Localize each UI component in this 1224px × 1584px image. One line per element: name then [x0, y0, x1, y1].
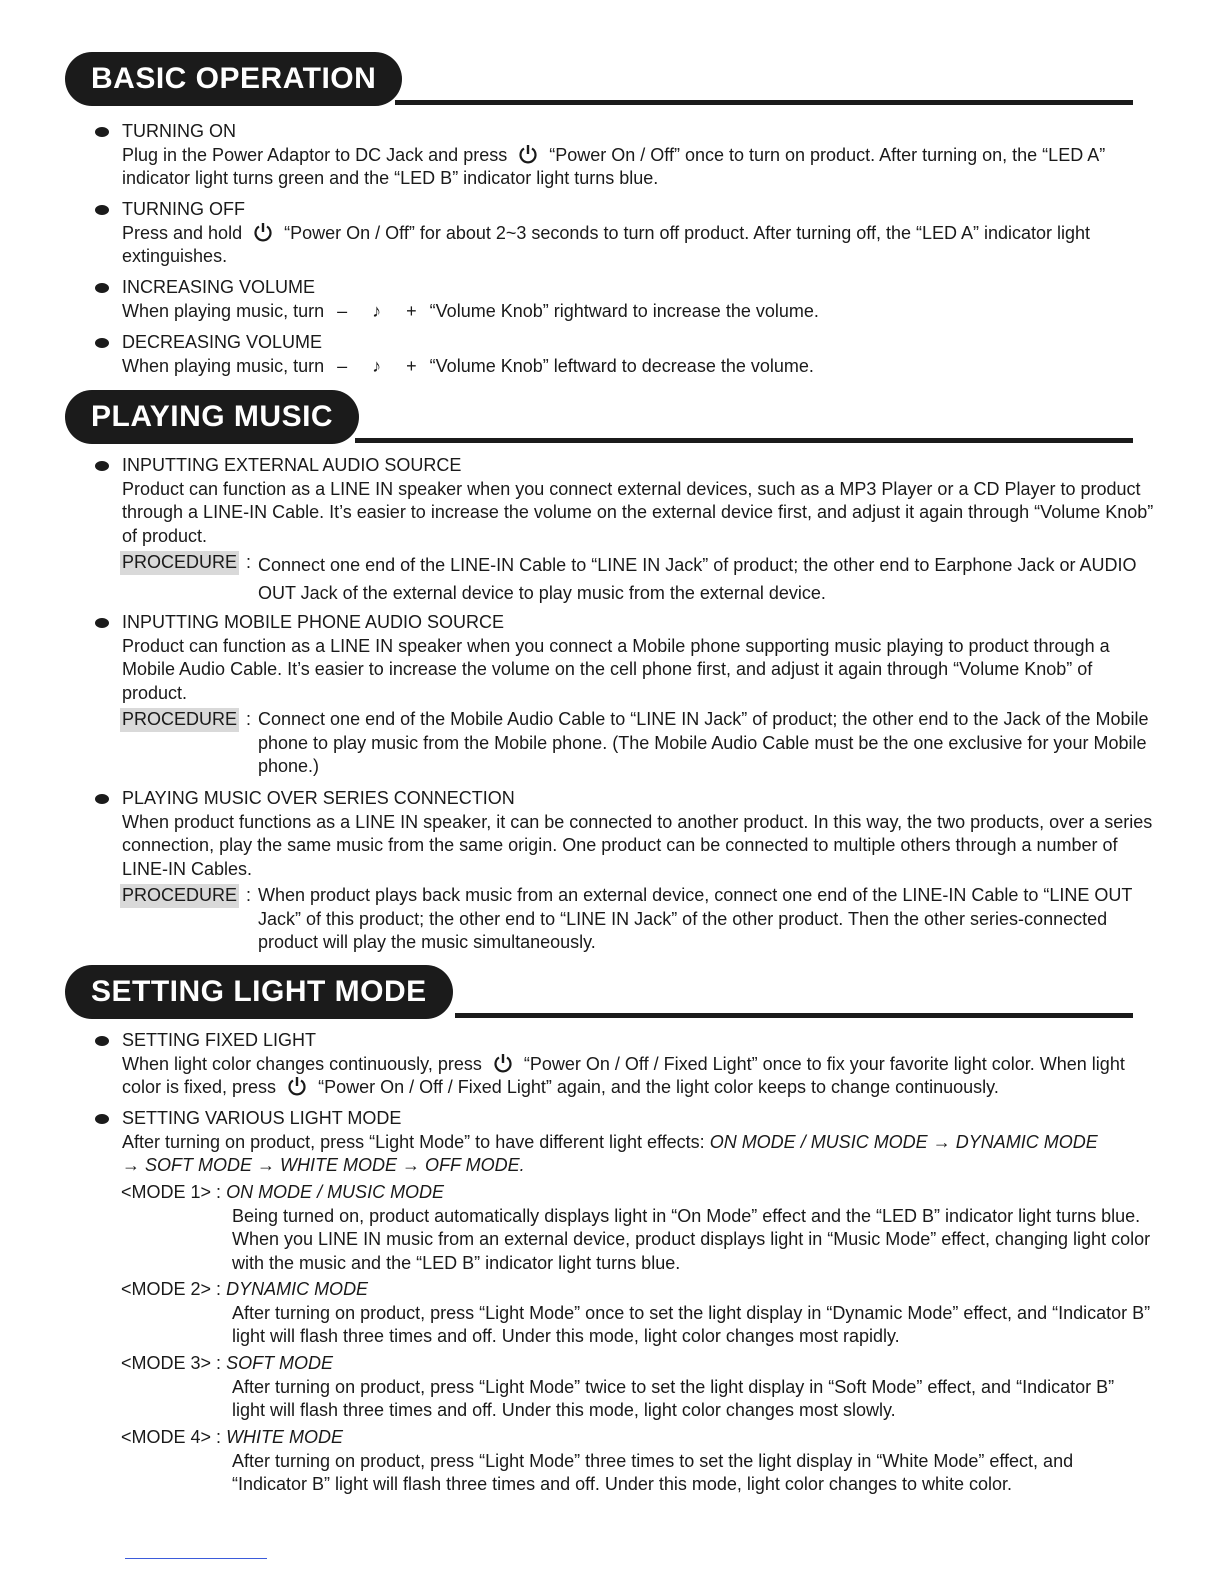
mode-name: SOFT MODE: [226, 1353, 334, 1373]
item-body: When playing music, turn – ♪ + “Volume Knob” rightward to increase the volume.: [122, 300, 1155, 324]
bullet-icon: [95, 338, 109, 348]
item-title: INPUTTING EXTERNAL AUDIO SOURCE: [122, 455, 462, 475]
item-body: When playing music, turn – ♪ + “Volume Knob” leftward to decrease the volume.: [122, 355, 1155, 379]
section-title: SETTING LIGHT MODE: [65, 965, 453, 1019]
bullet-icon: [95, 1114, 109, 1124]
mode-1: [121, 1181, 1151, 1275]
section-title: BASIC OPERATION: [65, 52, 402, 106]
list-item-turning-on: [95, 120, 1155, 191]
mode-4: [121, 1426, 1151, 1497]
bullet-icon: [95, 618, 109, 628]
power-icon: [518, 144, 538, 164]
list-item-series-connection: [95, 787, 1155, 881]
procedure-label: PROCEDURE: [120, 884, 239, 908]
procedure-external: PROCEDURE : Connect one end of the LINE-IN Cable to “LINE IN Jack” of product; the other end to Earphone Jack or AUDIO OUT Jack of the external device to play music from the external device.: [120, 551, 1150, 607]
item-body: When product functions as a LINE IN speaker, it can be connected to another product. In this way, the two products, over a series connection, play the same music from the same origin. One product can be connected to multiple others through a number of LINE-IN Cables.: [122, 811, 1153, 879]
power-icon: [493, 1053, 513, 1073]
item-body: Product can function as a LINE IN speaker when you connect external devices, such as a MP3 Player or a CD Player to product through a LINE-IN Cable. It’s easier to increase the volume on the external device first, and adjust it again through “Volume Knob” of product.: [122, 478, 1154, 546]
item-title: SETTING FIXED LIGHT: [122, 1030, 317, 1050]
section-rule: [455, 1013, 1133, 1018]
procedure-text: Connect one end of the LINE-IN Cable to “LINE IN Jack” of product; the other end to Earphone Jack or AUDIO OUT Jack of the external device to play music from the external device.: [258, 555, 1137, 603]
volume-knob-icon: – ♪ +: [337, 300, 417, 321]
mode-label: <MODE 4> :: [121, 1427, 222, 1447]
list-item-increasing-volume: [95, 276, 1155, 323]
section-rule: [355, 438, 1133, 443]
mode-text: Being turned on, product automatically displays light in “On Mode” effect and the “LED B” indicator light turns blue. When you LINE IN music from an external device, product displays light in “Music Mode” effect, changing light color with the music and the “LED B” indicator light turns blue.: [232, 1205, 1151, 1273]
footer-link-line: [125, 1558, 267, 1559]
list-item-external-audio: [95, 454, 1155, 548]
item-title: DECREASING VOLUME: [122, 332, 323, 352]
item-body: When light color changes continuously, press “Power On / Off / Fixed Light” once to fix your favorite light color. When light color is fixed, press “Power On / Off / Fixed Light” again, and the light color keeps to change continuously.: [122, 1053, 1125, 1097]
item-title: TURNING ON: [122, 121, 236, 141]
mode-label: <MODE 1> :: [121, 1182, 222, 1202]
power-icon: [287, 1076, 307, 1096]
section-title: PLAYING MUSIC: [65, 390, 359, 444]
mode-name: WHITE MODE: [226, 1427, 344, 1447]
item-body: Product can function as a LINE IN speaker when you connect a Mobile phone supporting music playing to product through a Mobile Audio Cable. It’s easier to increase the volume on the cell phone first, and adjust it again through “Volume Knob” of product.: [122, 635, 1110, 703]
bullet-icon: [95, 283, 109, 293]
item-title: SETTING VARIOUS LIGHT MODE: [122, 1108, 402, 1128]
procedure-text: When product plays back music from an external device, connect one end of the LINE-IN Cable to “LINE OUT Jack” of this product; the other end to “LINE IN Jack” of the other product. Then the other series-connected product will play the music simultaneously.: [258, 885, 1133, 952]
mode-text: After turning on product, press “Light Mode” three times to set the light display in “White Mode” effect, and “Indicator B” light will flash three times and off. Under this mode, light color changes to white color.: [232, 1450, 1074, 1494]
item-title: TURNING OFF: [122, 199, 245, 219]
procedure-label: PROCEDURE: [120, 551, 239, 575]
mode-name: DYNAMIC MODE: [226, 1279, 369, 1299]
mode-text: After turning on product, press “Light Mode” twice to set the light display in “Soft Mode” effect, and “Indicator B” light will flash three times and off. Under this mode, light color changes most slowly.: [232, 1376, 1115, 1420]
item-body: After turning on product, press “Light Mode” to have different light effects: ON MODE / MUSIC MODE → DYNAMIC MODE → SOFT MODE → WHITE MODE → OFF MODE.: [122, 1131, 1098, 1175]
bullet-icon: [95, 127, 109, 137]
procedure-series: PROCEDURE : When product plays back music from an external device, connect one end of the LINE-IN Cable to “LINE OUT Jack” of this product; the other end to “LINE IN Jack” of the other product. Then the other series-connected product will play the music simultaneously.: [120, 884, 1150, 955]
mode-text: After turning on product, press “Light Mode” once to set the light display in “Dynamic Mode” effect, and “Indicator B” light will flash three times and off. Under this mode, light color changes most rapidly.: [232, 1302, 1151, 1346]
list-item-turning-off: [95, 198, 1155, 269]
power-icon: [253, 222, 273, 242]
item-title: PLAYING MUSIC OVER SERIES CONNECTION: [122, 788, 515, 808]
item-title: INPUTTING MOBILE PHONE AUDIO SOURCE: [122, 612, 505, 632]
procedure-text: Connect one end of the Mobile Audio Cable to “LINE IN Jack” of product; the other end to the Jack of the Mobile phone to play music from the Mobile phone. (The Mobile Audio Cable must be the one exclusive for your Mobile phone.): [258, 709, 1149, 776]
list-item-fixed-light: [95, 1029, 1155, 1100]
mode-3: [121, 1352, 1151, 1423]
bullet-icon: [95, 461, 109, 471]
volume-knob-icon: – ♪ +: [337, 355, 417, 376]
section-rule: [395, 100, 1133, 105]
mode-label: <MODE 2> :: [121, 1279, 222, 1299]
procedure-label: PROCEDURE: [120, 708, 239, 732]
mode-2: [121, 1278, 1151, 1349]
mode-label: <MODE 3> :: [121, 1353, 222, 1373]
item-body: Plug in the Power Adaptor to DC Jack and press “Power On / Off” once to turn on product. After turning on, the “LED A” indicator light turns green and the “LED B” indicator light turns blue.: [122, 144, 1106, 188]
item-body: Press and hold “Power On / Off” for about 2~3 seconds to turn off product. After turning off, the “LED A” indicator light extinguishes.: [122, 222, 1091, 266]
list-item-various-light-mode: [95, 1107, 1155, 1178]
list-item-decreasing-volume: [95, 331, 1155, 378]
procedure-mobile: PROCEDURE : Connect one end of the Mobile Audio Cable to “LINE IN Jack” of product; the other end to the Jack of the Mobile phone to play music from the Mobile phone. (The Mobile Audio Cable must be the one exclusive for your Mobile phone.): [120, 708, 1150, 779]
mode-name: ON MODE / MUSIC MODE: [226, 1182, 445, 1202]
item-title: INCREASING VOLUME: [122, 277, 316, 297]
bullet-icon: [95, 205, 109, 215]
bullet-icon: [95, 794, 109, 804]
list-item-mobile-audio: [95, 611, 1155, 705]
bullet-icon: [95, 1036, 109, 1046]
